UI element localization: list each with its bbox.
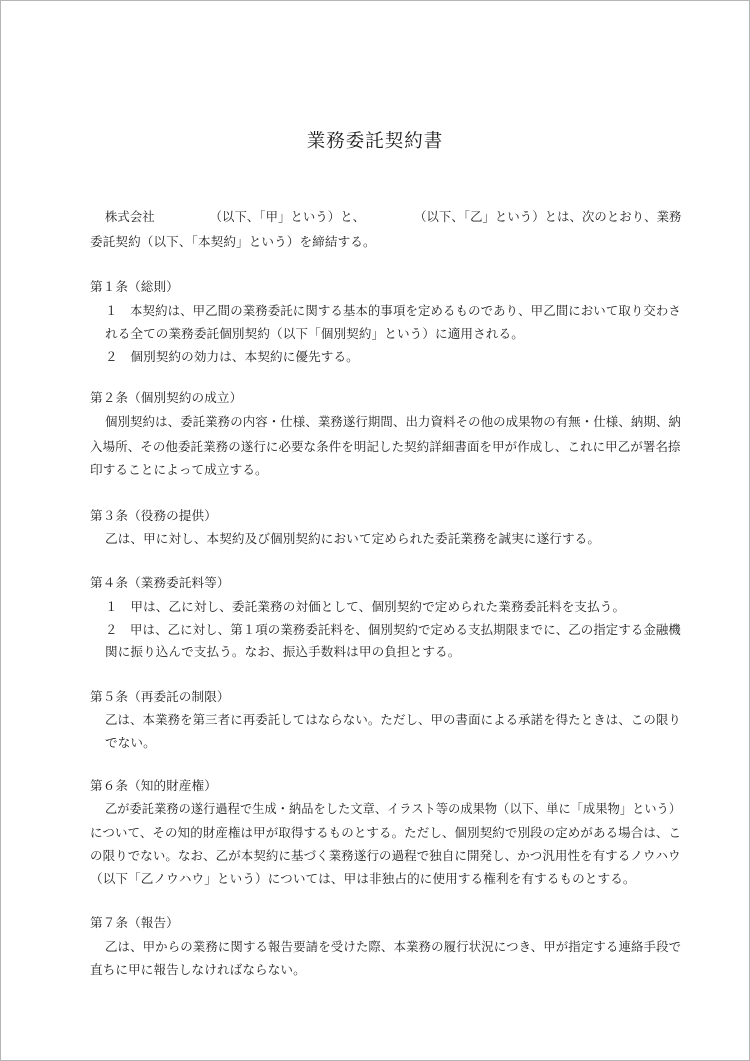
party-a-text: （以下、「甲」という）と、 [209,209,366,224]
company-label: 株式会社 [105,209,155,224]
article-7-heading: 第７条（報告） [90,915,179,930]
article-5-line-2: でない。 [105,735,156,750]
intro-line-1 [105,209,681,225]
article-4-line-3: 関に振り込んで支払う。なお、振込手数料は甲の負担とする。 [105,644,461,659]
party-b-text: （以下、「乙」という）とは、次のとおり、業務 [414,209,682,224]
article-6-line-3: の限りでない。なお、乙が本契約に基づく業務遂行の過程で独自に開発し、かつ汎用性を有するノウハウ [90,848,681,863]
article-2-line-2: 入場所、その他委託業務の遂行に必要な条件を明記した契約詳細書面を甲が作成し、これに甲乙が署名捺 [90,439,681,454]
article-3-line-1: 乙は、甲に対し、本契約及び個別契約において定められた委託業務を誠実に遂行する。 [105,531,601,546]
article-7-line-2: 直ちに甲に報告しなければならない。 [90,962,306,977]
article-4-line-1: １ 甲は、乙に対し、委託業務の対価として、個別契約で定められた業務委託料を支払う。 [105,599,626,614]
article-1-heading: 第１条（総則） [90,279,179,294]
article-6-heading: 第６条（知的財産権） [90,778,217,793]
article-2-line-1: 個別契約は、委託業務の内容・仕様、業務遂行期間、出力資料その他の成果物の有無・仕様、納期、納 [105,414,681,429]
intro-line-2: 委託契約（以下、「本契約」という）を締結する。 [90,234,376,249]
article-2-line-3: 印することによって成立する。 [90,462,268,477]
article-6-line-2: について、その知的財産権は甲が取得するものとする。ただし、個別契約で別段の定めがある場合は、こ [90,825,682,840]
article-3-heading: 第３条（役務の提供） [90,508,217,523]
article-1-line-2: れる全ての業務委託個別契約（以下「個別契約」という）に適用される。 [105,326,524,341]
article-4-heading: 第４条（業務委託料等） [90,575,230,590]
document-title: 業務委託契約書 [306,131,444,152]
article-7-line-1: 乙は、甲からの業務に関する報告要請を受けた際、本業務の履行状況につき、甲が指定する連絡手段で [105,939,682,954]
article-1-line-3: ２ 個別契約の効力は、本契約に優先する。 [105,349,359,364]
article-2-heading: 第２条（個別契約の成立） [90,390,243,405]
article-6-line-1: 乙が委託業務の遂行過程で生成・納品をした文章、イラスト等の成果物（以下、単に「成果物」という） [105,801,682,816]
article-5-heading: 第５条（再委託の制限） [90,689,230,704]
article-5-line-1: 乙は、本業務を第三者に再委託してはならない。ただし、甲の書面による承諾を得たときは、この限り [105,712,681,727]
article-1-line-1: １ 本契約は、甲乙間の業務委託に関する基本的事項を定めるものであり、甲乙間において取り交わさ [105,303,681,318]
article-4-line-2: ２ 甲は、乙に対し、第１項の業務委託料を、個別契約で定める支払期限までに、乙の指定する金融機 [105,622,681,637]
article-6-line-4: （以下「乙ノウハウ」という）については、甲は非独占的に使用する権利を有するものとする。 [90,871,636,886]
